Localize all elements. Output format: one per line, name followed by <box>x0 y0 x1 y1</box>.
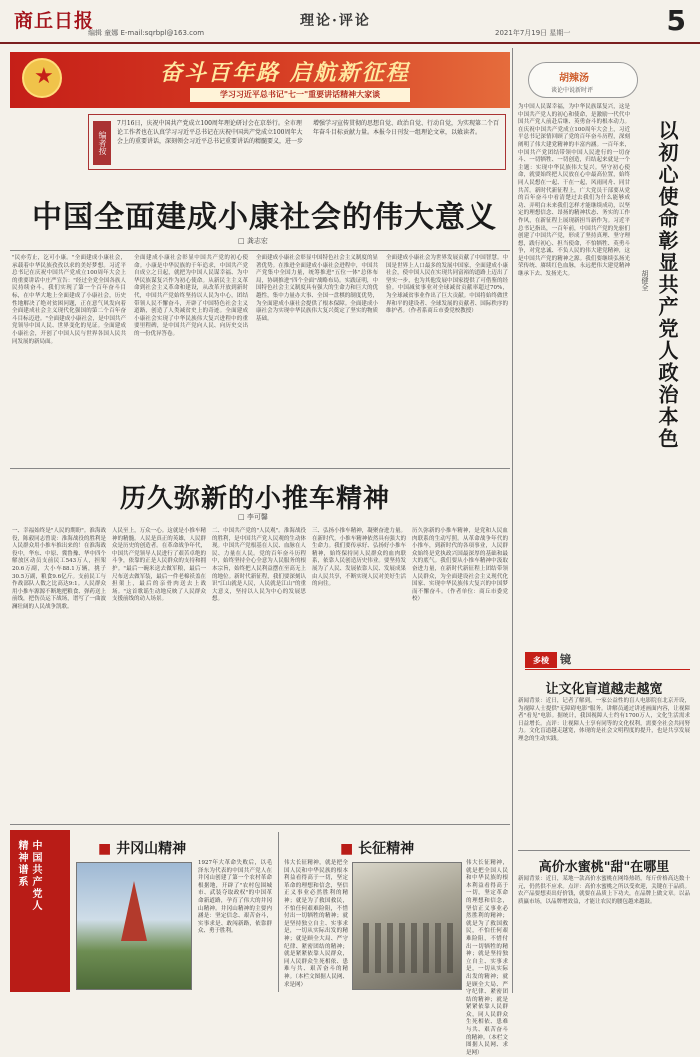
section-title: 理论·评论 <box>300 13 371 29</box>
article2-title: 历久弥新的小推车精神 <box>119 484 390 514</box>
article1-column-1: "民亦劳止，汔可小康。"全面建成小康社会，承载着中华民族孜孜以求的美好梦想。习近平总书记在庆祝中国共产党成立100周年大会上的重要讲话中庄严宣告："经过全党全国各族人民持续奋斗，我们实现了第一个百年奋斗目标，在中华大地上全面建成了小康社会，历史性地解决了绝对贫困问题，正在意气风发向着全面建成社会主义现代化强国的第二个百年奋斗目标迈进。"全面建成小康社会，是中国共产党领导中国人民、世界变化的见证。全面建成小康社会，开创了中国人民与世界各国人民共同发展的新局面。 <box>12 255 126 345</box>
article2-column-3: 二、中国共产党的"人民观"。淮海战役的胜利，是中国共产党人民观的生动体现。中国共产党根基在人民、血脉在人民、力量在人民。党的百年奋斗历程中，始终坚持全心全意为人民服务的根本宗旨，始终把人民利益摆在至高无上的地位。新时代新征程，我们要深刻认识"江山就是人民，人民就是江山"的重大意义，坚持以人民为中心的发展思想。 <box>212 528 306 603</box>
editor-line: 编辑 童娜 E-mail:sqrbpl@163.com <box>88 29 205 37</box>
long-march-title: ■ 长征精神 <box>340 838 414 858</box>
vertical-divider <box>512 48 513 993</box>
mirror-story2-title: 高价水蜜桃"甜"在哪里 <box>538 860 670 875</box>
editor-note <box>88 114 506 170</box>
editor-note-text: 7月16日，庆祝中国共产党成立100周年理论研讨会在京举行。全市理论工作者也在认真学习习近平总书记在庆祝中国共产党成立100周年大会上的重要讲话，深刻领会习近平总书记重要讲话的精髓要义，进一步增强学习宣传贯彻的思想自觉、政治自觉、行动自觉，为实现第二个百年奋斗目标贡献力量。本报今日刊发一组理论文章，以飨读者。 <box>117 120 500 145</box>
long-march-text-left: 伟大长征精神，就是把全国人民和中华民族的根本利益看得高于一切，坚定革命的理想和信念，坚信正义事业必然胜利的精神；就是为了救国救民，不怕任何艰难险阻，不惜付出一切牺牲的精神；就是坚持独立自主、实事求是，一切从实际出发的精神；就是顾全大局、严守纪律、紧密团结的精神；就是紧紧依靠人民群众，同人民群众生死相依、患难与共、艰苦奋斗的精神。（本栏文图据人民网、求是网） <box>284 860 348 988</box>
article1-title: 中国全面建成小康社会的伟大意义 <box>32 200 497 235</box>
long-march-photo <box>352 862 462 990</box>
banner-subtitle: 学习习近平总书记"七一"重要讲话精神大家谈 <box>190 88 410 102</box>
spirit-sidebar-line2: 精神谱系 <box>16 840 27 888</box>
jinggangshan-title: ■ 井冈山精神 <box>98 838 186 858</box>
article1-column-3: 全面建成小康社会彰显中国特色社会主义制度的显著优势。在推进全面建成小康社会进程中，中国共产党集中全国力量，统筹推进"五位一体"总体布局，协调推进"四个全面"战略布局。实践证明，中国特色社会主义制度具有强大的生命力和巨大的优越性，集中力量办大事、全国一盘棋的制度优势，为全面建成小康社会提供了根本保障。全面建成小康社会为实现中华民族伟大复兴奠定了坚实的物质基础。 <box>256 255 378 322</box>
mirror-story1-text: 新闻背景：近日，记者了解到，一家公益性的盲人电影院在北京开设，为视障人士提供"无障碍电影"服务。讲解员通过讲述画面内容，让视障者"看见"电影。据统计，我国视障人士约有1700万人，文化生活需求日益增长。点评：让视障人士享有同等的文化权利，需要全社会共同努力。文化盲道越走越宽，体现的是社会文明程度的提升，也是共享发展理念的生动实践。 <box>518 698 690 742</box>
right-column-title: 以初心使命彰显共产党人政治本色 <box>655 120 679 450</box>
spirit-sidebar-line1: 中国共产党人 <box>30 840 41 912</box>
party-emblem-icon <box>22 58 62 98</box>
divider <box>518 850 690 851</box>
marchers-figure <box>363 923 453 973</box>
column-badge <box>528 62 638 98</box>
divider <box>10 824 510 825</box>
mirror-column-tag <box>525 652 577 668</box>
editor-note-tag: 编者按 <box>93 121 111 165</box>
article2-column-1: 一、幸福始终是"人民的期盼"。淮海战役，陈毅同志曾说：淮海战役的胜利是人民群众用小推车推出来的！在淮海战役中，华东、中原、冀鲁豫、华中四个解放区动员支前民工543万人，担架20.6万副，大小车88.1万辆，挑子30.5万副，粮食9.6亿斤。支前民工与作战部队人数之比高达9:1。人民群众用小推车源源不断地把粮食、弹药送上前线，把伤员运下战场，谱写了一曲波澜壮阔的人民战争凯歌。 <box>12 528 106 610</box>
article1-byline: □ 龚志宏 <box>238 236 268 246</box>
jinggangshan-text: 1927年大革命失败后，以毛泽东为代表的中国共产党人在井冈山创建了第一个农村革命根据地，开辟了"农村包围城市、武装夺取政权"的中国革命新道路，孕育了伟大的井冈山精神。井冈山精神的主要内涵是：坚定信念、艰苦奋斗，实事求是、敢闯新路，依靠群众、勇于胜利。 <box>198 860 272 935</box>
right-column-text: 为中国人民谋幸福，为中华民族谋复兴，这是中国共产党人的初心和使命，是激励一代代中国共产党人前赴后继、英勇奋斗的根本动力。在庆祝中国共产党成立100周年大会上，习近平总书记深情回顾了党的百年奋斗历程，深刻阐明了伟大建党精神的丰富内涵。一百年来，中国共产党团结带领中国人民进行的一切奋斗、一切牺牲、一切创造，归结起来就是一个主题：实现中华民族伟大复兴。坚守初心使命，就要始终把人民放在心中最高位置，始终同人民想在一起、干在一起，风雨同舟、同甘共苦。新时代新征程上，广大党员干部要从党的百年奋斗中看清楚过去我们为什么能够成功、弄明白未来我们怎样才能继续成功，以坚定的理想信念、昂扬的精神状态、务实的工作作风，在新征程上展现新担当新作为。习近平总书记指出，一百年前，中国共产党的先驱们创建了中国共产党，形成了坚持真理、坚守理想，践行初心、担当使命，不怕牺牲、英勇斗争，对党忠诚、不负人民的伟大建党精神，这是中国共产党的精神之源。我们要继续弘扬光荣传统、赓续红色血脉，永远把伟大建党精神继承下去、发扬光大。 <box>518 104 630 278</box>
article1-column-2: 全面建成小康社会彰显中国共产党的初心使命。小康是中华民族的千年追求，中国共产党自成立之日起，就把为中国人民谋幸福、为中华民族谋复兴作为初心使命。从新民主主义革命到社会主义革命和建设，从改革开放到新时代，中国共产党始终坚持以人民为中心，团结带领人民不懈奋斗，开辟了中国特色社会主义道路，创造了人类减贫史上的奇迹。全面建成小康社会实现了中华民族伟大复兴进程中的重要里程碑，是中国共产党向人民、向历史交出的一份优异答卷。 <box>134 255 248 337</box>
long-march-text-right: 伟大长征精神，就是把全国人民和中华民族的根本利益看得高于一切，坚定革命的理想和信念，坚信正义事业必然胜利的精神；就是为了救国救民，不怕任何艰难险阻，不惜付出一切牺牲的精神；就是坚持独立自主、实事求是，一切从实际出发的精神；就是顾全大局、严守纪律、紧密团结的精神；就是紧紧依靠人民群众，同人民群众生死相依、患难与共、艰苦奋斗的精神。（本栏文图据人民网、求是网） <box>466 860 508 1056</box>
right-column-byline: 胡健全 <box>641 270 649 291</box>
date-line: 2021年7月19日 星期一 <box>495 29 571 37</box>
article2-column-2: 人民至上，万众一心。这就是小推车精神的精髓。人民是真正的英雄，人民群众是历史的创造者。在革命战争年代，中国共产党领导人民进行了艰苦卓绝的斗争，依靠的正是人民群众的支持和拥护。"最后一碗米送去做军粮，最后一尺布送去做军装，最后一件老棉袄盖在担架上，最后的亲骨肉送去上战场。"这首歌谣生动地反映了人民群众支援前线的动人场景。 <box>112 528 206 603</box>
monument-icon <box>121 881 147 941</box>
divider <box>10 250 510 251</box>
mirror-divider <box>525 669 690 670</box>
banner-title: 奋斗百年路 启航新征程 <box>160 60 410 86</box>
mirror-story1-title: 让文化盲道越走越宽 <box>545 682 663 697</box>
article2-column-5: 历久弥新的小推车精神，是党和人民血肉联系的生动写照。从革命战争年代的小推车，到新时代的各项事业，人民群众始终是党执政兴国最深厚的基础和最大的底气。我们要从小推车精神中汲取奋进力量，在新时代新征程上团结带领人民群众，为全面建设社会主义现代化国家、实现中华民族伟大复兴的中国梦而不懈奋斗。（作者单位：商丘市委党校） <box>412 528 508 603</box>
masthead <box>0 0 700 44</box>
article2-byline: □ 李可馨 <box>238 512 268 522</box>
spirit-series-sidebar <box>10 830 70 992</box>
column-badge-name: 胡辣汤 <box>559 73 589 84</box>
mirror-story2-text: 新闻背景：近日，某地一款高价水蜜桃在网络热销，每斤价格高达数十元，仍然供不应求。点评：高价水蜜桃之所以受欢迎，关键在于品质。农产品要想卖出好价钱，就要在品质上下功夫，在品牌上做文章。以品质赢市场，以品牌增效益，才能让农民的腰包越来越鼓。 <box>518 876 690 905</box>
page-number: 5 <box>666 4 686 37</box>
mirror-tag-suffix: 镜 <box>560 653 571 666</box>
divider <box>10 468 510 469</box>
mirror-tag-label: 多棱 <box>525 652 557 668</box>
jinggangshan-photo <box>76 862 192 990</box>
column-banner <box>10 52 510 108</box>
divider <box>278 832 279 992</box>
column-badge-subtitle: 谈论中说新时评 <box>551 87 594 94</box>
newspaper-logo: 商丘日报 <box>14 10 95 32</box>
article1-column-4: 全面建成小康社会为世界发展贡献了中国智慧。中国是世界上人口最多的发展中国家，全面建成小康社会，使中国人民在实现共同富裕的道路上迈出了坚实一步，也为其他发展中国家提供了可借鉴的经验。中国减贫事业对全球减贫贡献率超过70%，为全球减贫事业作出了巨大贡献。中国将始终做世界和平的建设者、全球发展的贡献者、国际秩序的维护者。（作者系商丘市委党校教授） <box>386 255 508 315</box>
article2-column-4: 三、弘扬小推车精神，凝聚奋进力量。在新时代，小推车精神依然具有强大的生命力。我们要传承好、弘扬好小推车精神，始终保持同人民群众的血肉联系，依靠人民创造历史伟业。要坚持发展为了人民、发展依靠人民、发展成果由人民共享，不断实现人民对美好生活的向往。 <box>312 528 406 588</box>
